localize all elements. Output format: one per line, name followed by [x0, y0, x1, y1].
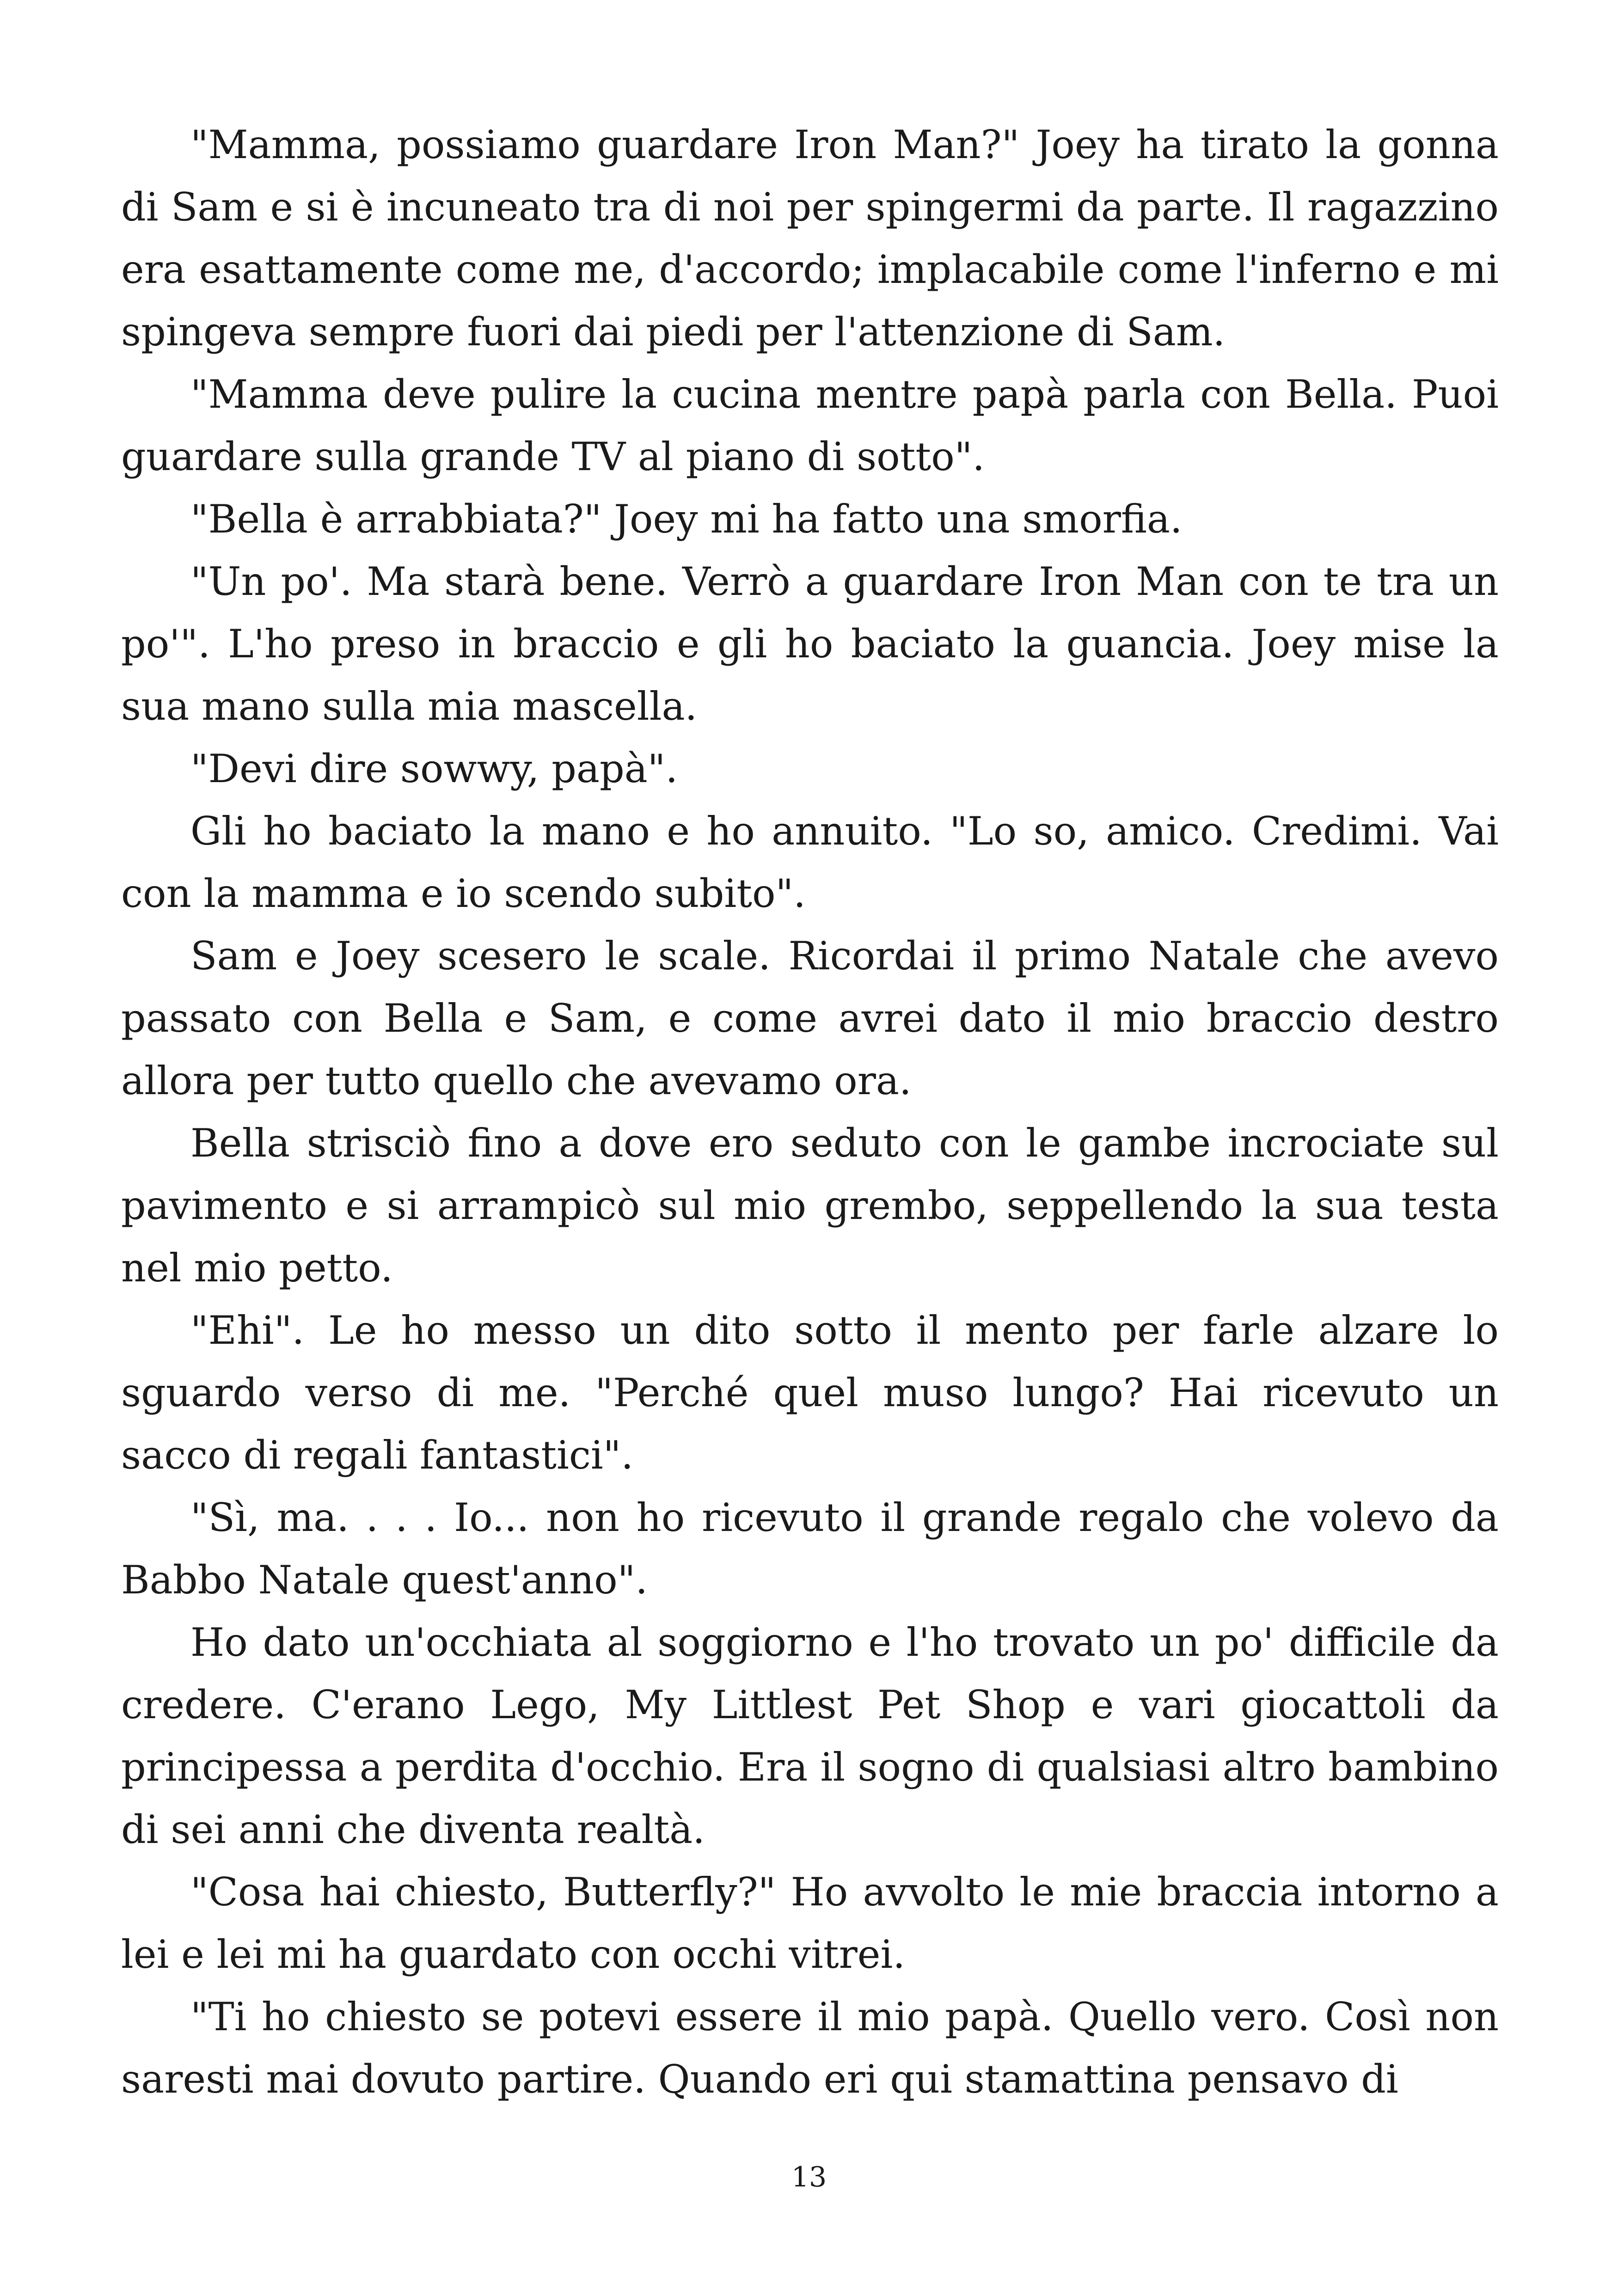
paragraph: "Ehi". Le ho messo un dito sotto il mento per farle alzare lo sguardo verso di me. "Perché quel muso lungo? Hai ricevuto un sacco di regali fantastici".	[121, 1308, 1499, 1478]
paragraph: "Sì, ma. . . . Io... non ho ricevuto il grande regalo che volevo da Babbo Natale quest'anno".	[121, 1495, 1499, 1603]
page-number: 13	[791, 2161, 827, 2193]
paragraph: "Un po'. Ma starà bene. Verrò a guardare Iron Man con te tra un po'". L'ho preso in braccio e gli ho baciato la guancia. Joey mise la sua mano sulla mia mascella.	[121, 559, 1499, 729]
paragraph: "Ti ho chiesto se potevi essere il mio papà. Quello vero. Così non saresti mai dovuto partire. Quando eri qui stamattina pensavo di	[121, 1994, 1499, 2102]
paragraph: "Cosa hai chiesto, Butterfly?" Ho avvolto le mie braccia intorno a lei e lei mi ha guardato con occhi vitrei.	[121, 1869, 1499, 1977]
paragraph: Bella strisciò fino a dove ero seduto con le gambe incrociate sul pavimento e si arrampicò sul mio grembo, seppellendo la sua testa nel mio petto.	[121, 1120, 1499, 1291]
paragraph: "Bella è arrabbiata?" Joey mi ha fatto una smorfia.	[190, 496, 1183, 542]
paragraph: "Mamma deve pulire la cucina mentre papà parla con Bella. Puoi guardare sulla grande TV al piano di sotto".	[121, 372, 1499, 479]
paragraph: Gli ho baciato la mano e ho annuito. "Lo so, amico. Credimi. Vai con la mamma e io scendo subito".	[121, 808, 1499, 916]
body-text	[121, 114, 1499, 2111]
paragraph: Sam e Joey scesero le scale. Ricordai il primo Natale che avevo passato con Bella e Sam, e come avrei dato il mio braccio destro allora per tutto quello che avevamo ora.	[121, 933, 1499, 1103]
paragraph: "Mamma, possiamo guardare Iron Man?" Joey ha tirato la gonna di Sam e si è incuneato tra di noi per spingermi da parte. Il ragazzino era esattamente come me, d'accordo; implacabile come l'inferno e mi spingeva sempre fuori dai piedi per l'attenzione di Sam.	[121, 122, 1499, 355]
paragraph: "Devi dire sowwy, papà".	[190, 746, 678, 791]
paragraph: Ho dato un'occhiata al soggiorno e l'ho trovato un po' difficile da credere. C'erano Lego, My Littlest Pet Shop e vari giocattoli da principessa a perdita d'occhio. Era il sogno di qualsiasi altro bambino di sei anni che diventa realtà.	[121, 1620, 1499, 1852]
